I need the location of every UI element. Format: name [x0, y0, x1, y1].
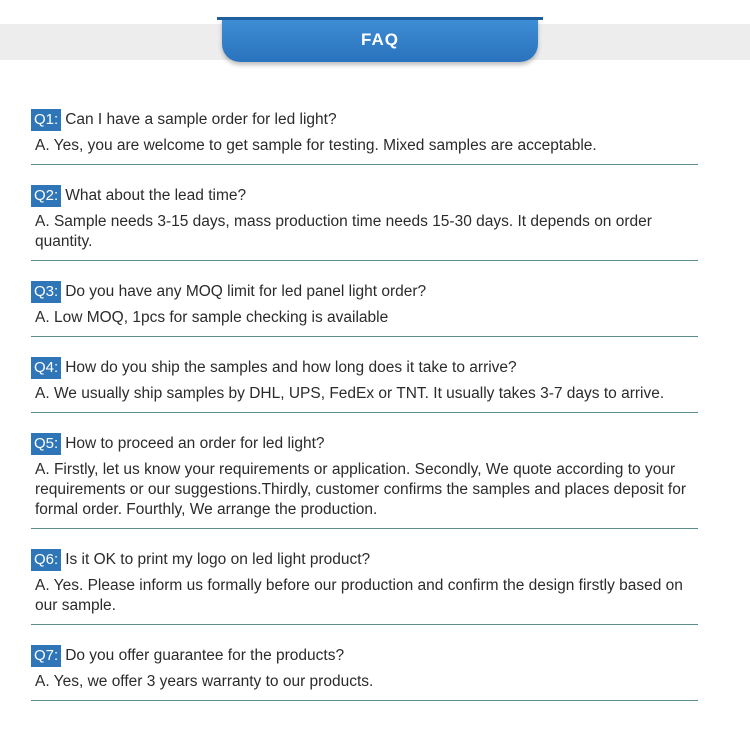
question-row: [31, 109, 698, 131]
question-text: How do you ship the samples and how long does it take to arrive?: [65, 359, 517, 376]
faq-item-2: [31, 185, 698, 261]
question-text: Do you have any MOQ limit for led panel light order?: [65, 283, 427, 300]
question-row: [31, 645, 698, 667]
answer-text: A. Low MOQ, 1pcs for sample checking is available: [35, 309, 389, 326]
faq-item-6: [31, 549, 698, 625]
question-badge: Q7:: [31, 645, 61, 667]
answer-text: A. Yes, we offer 3 years warranty to our products.: [35, 673, 374, 690]
faq-item-7: [31, 645, 698, 701]
question-row: [31, 433, 698, 455]
answer-text: A. Sample needs 3-15 days, mass production time needs 15-30 days. It depends on order quantity.: [35, 213, 652, 250]
question-row: [31, 549, 698, 571]
faq-list: [31, 109, 698, 721]
faq-header-tab: [222, 17, 538, 62]
faq-item-5: [31, 433, 698, 529]
faq-item-3: [31, 281, 698, 337]
faq-item-4: [31, 357, 698, 413]
answer-text: A. We usually ship samples by DHL, UPS, FedEx or TNT. It usually takes 3-7 days to arrive.: [35, 385, 665, 402]
question-badge: Q6:: [31, 549, 61, 571]
answer-text: A. Yes. Please inform us formally before our production and confirm the design firstly based on our sample.: [35, 577, 683, 614]
question-badge: Q1:: [31, 109, 61, 131]
answer-text: A. Yes, you are welcome to get sample for testing. Mixed samples are acceptable.: [35, 137, 597, 154]
question-badge: Q5:: [31, 433, 61, 455]
answer-text: A. Firstly, let us know your requirements or application. Secondly, We quote according to your requirements or our suggestions.Thirdly, customer confirms the samples and places deposit for formal order. Fourthly, We arrange the production.: [35, 461, 687, 518]
question-row: [31, 357, 698, 379]
faq-item-1: [31, 109, 698, 165]
question-badge: Q4:: [31, 357, 61, 379]
page-title: FAQ: [361, 29, 399, 49]
question-badge: Q2:: [31, 185, 61, 207]
question-text: What about the lead time?: [65, 187, 247, 204]
question-text: How to proceed an order for led light?: [65, 435, 325, 452]
question-text: Is it OK to print my logo on led light product?: [65, 551, 371, 568]
question-row: [31, 185, 698, 207]
question-badge: Q3:: [31, 281, 61, 303]
question-text: Can I have a sample order for led light?: [65, 111, 337, 128]
question-row: [31, 281, 698, 303]
question-text: Do you offer guarantee for the products?: [65, 647, 345, 664]
